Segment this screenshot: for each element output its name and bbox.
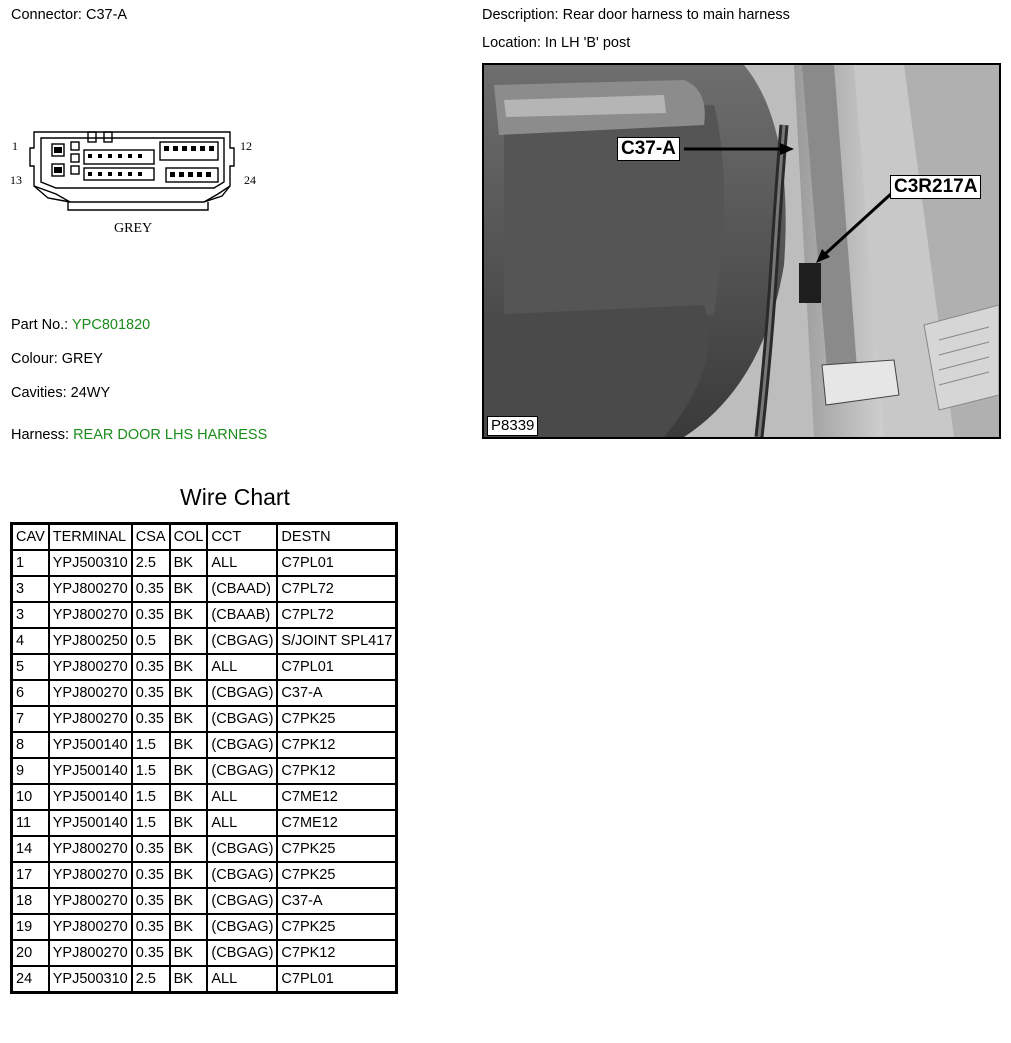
table-cell: 19 bbox=[12, 914, 49, 940]
table-row bbox=[12, 810, 397, 836]
description-label: Description: bbox=[482, 7, 559, 23]
table-cell: YPJ800270 bbox=[49, 654, 132, 680]
table-cell: C7PK25 bbox=[277, 706, 396, 732]
harness-link[interactable]: REAR DOOR LHS HARNESS bbox=[73, 427, 268, 443]
part-no-label: Part No.: bbox=[11, 317, 69, 333]
table-cell: 1.5 bbox=[132, 784, 170, 810]
cavities-label: Cavities: bbox=[11, 385, 67, 401]
table-cell: YPJ500140 bbox=[49, 810, 132, 836]
table-cell: BK bbox=[170, 862, 208, 888]
table-cell: 0.35 bbox=[132, 888, 170, 914]
table-cell: YPJ800270 bbox=[49, 914, 132, 940]
table-cell: 2.5 bbox=[132, 966, 170, 993]
table-cell: YPJ500140 bbox=[49, 758, 132, 784]
table-cell: BK bbox=[170, 966, 208, 993]
connector-line bbox=[11, 7, 127, 23]
location-line bbox=[482, 35, 630, 51]
table-cell: C7PK12 bbox=[277, 940, 396, 966]
table-cell: BK bbox=[170, 654, 208, 680]
table-cell: 5 bbox=[12, 654, 49, 680]
description-line bbox=[482, 7, 790, 23]
table-cell: 0.35 bbox=[132, 940, 170, 966]
table-cell: C7PK25 bbox=[277, 836, 396, 862]
table-cell: YPJ500140 bbox=[49, 784, 132, 810]
table-row bbox=[12, 940, 397, 966]
table-cell: (CBGAG) bbox=[207, 758, 277, 784]
table-row bbox=[12, 888, 397, 914]
table-row bbox=[12, 966, 397, 993]
table-row bbox=[12, 654, 397, 680]
table-cell: BK bbox=[170, 940, 208, 966]
pin-13-label: 13 bbox=[10, 173, 22, 187]
table-cell: 0.35 bbox=[132, 654, 170, 680]
table-cell: 3 bbox=[12, 602, 49, 628]
part-no-line bbox=[11, 317, 150, 333]
pin-1-label: 1 bbox=[12, 139, 18, 153]
table-cell: S/JOINT SPL417 bbox=[277, 628, 396, 654]
table-cell: 0.35 bbox=[132, 862, 170, 888]
table-cell: (CBAAB) bbox=[207, 602, 277, 628]
table-cell: (CBAAD) bbox=[207, 576, 277, 602]
table-cell: (CBGAG) bbox=[207, 914, 277, 940]
table-cell: BK bbox=[170, 810, 208, 836]
table-cell: 2.5 bbox=[132, 550, 170, 576]
table-cell: BK bbox=[170, 836, 208, 862]
table-cell: BK bbox=[170, 576, 208, 602]
connector-value: C37-A bbox=[85, 7, 128, 23]
table-cell: 6 bbox=[12, 680, 49, 706]
part-no-link[interactable]: YPC801820 bbox=[72, 317, 151, 333]
table-row bbox=[12, 914, 397, 940]
table-cell: BK bbox=[170, 784, 208, 810]
table-row bbox=[12, 628, 397, 654]
table-cell: (CBGAG) bbox=[207, 680, 277, 706]
table-cell: BK bbox=[170, 706, 208, 732]
location-photo bbox=[482, 63, 1001, 439]
table-cell: YPJ800270 bbox=[49, 680, 132, 706]
table-cell: YPJ800270 bbox=[49, 706, 132, 732]
table-cell: (CBGAG) bbox=[207, 862, 277, 888]
table-cell: BK bbox=[170, 628, 208, 654]
table-cell: 3 bbox=[12, 576, 49, 602]
table-cell: YPJ800270 bbox=[49, 888, 132, 914]
column-header: CAV bbox=[12, 524, 49, 551]
table-cell: C7PK12 bbox=[277, 758, 396, 784]
table-cell: YPJ500310 bbox=[49, 550, 132, 576]
table-row bbox=[12, 576, 397, 602]
table-cell: BK bbox=[170, 914, 208, 940]
table-cell: ALL bbox=[207, 654, 277, 680]
table-cell: 1.5 bbox=[132, 758, 170, 784]
table-cell: C7PL01 bbox=[277, 966, 396, 993]
connector-label: Connector: bbox=[11, 7, 82, 23]
photo-reference: P8339 bbox=[487, 416, 538, 436]
colour-line bbox=[11, 351, 103, 367]
table-cell: 1.5 bbox=[132, 810, 170, 836]
table-cell: YPJ800270 bbox=[49, 576, 132, 602]
table-cell: (CBGAG) bbox=[207, 732, 277, 758]
table-cell: 8 bbox=[12, 732, 49, 758]
table-cell: C37-A bbox=[277, 888, 396, 914]
table-row bbox=[12, 602, 397, 628]
table-cell: YPJ800270 bbox=[49, 862, 132, 888]
table-row bbox=[12, 732, 397, 758]
table-cell: C7ME12 bbox=[277, 784, 396, 810]
table-row bbox=[12, 836, 397, 862]
table-cell: YPJ500140 bbox=[49, 732, 132, 758]
wire-chart-header-row bbox=[12, 524, 397, 551]
connector-face-diagram bbox=[8, 126, 278, 238]
harness-label: Harness: bbox=[11, 427, 70, 443]
table-cell: YPJ800250 bbox=[49, 628, 132, 654]
table-cell: 14 bbox=[12, 836, 49, 862]
table-cell: C7ME12 bbox=[277, 810, 396, 836]
table-cell: 0.5 bbox=[132, 628, 170, 654]
table-cell: 1.5 bbox=[132, 732, 170, 758]
cavities-value: 24WY bbox=[70, 385, 111, 401]
table-cell: ALL bbox=[207, 784, 277, 810]
location-value: In LH 'B' post bbox=[544, 35, 631, 51]
column-header: CSA bbox=[132, 524, 170, 551]
diagram-colour-label: GREY bbox=[114, 221, 153, 236]
column-header: CCT bbox=[207, 524, 277, 551]
colour-label: Colour: bbox=[11, 351, 58, 367]
table-cell: C7PL72 bbox=[277, 576, 396, 602]
table-cell: 11 bbox=[12, 810, 49, 836]
table-row bbox=[12, 758, 397, 784]
table-cell: ALL bbox=[207, 550, 277, 576]
table-cell: 1 bbox=[12, 550, 49, 576]
table-cell: C7PL72 bbox=[277, 602, 396, 628]
table-row bbox=[12, 862, 397, 888]
table-row bbox=[12, 784, 397, 810]
table-cell: BK bbox=[170, 602, 208, 628]
table-cell: BK bbox=[170, 888, 208, 914]
table-cell: BK bbox=[170, 680, 208, 706]
table-cell: BK bbox=[170, 732, 208, 758]
cavities-line bbox=[11, 385, 110, 401]
table-cell: C37-A bbox=[277, 680, 396, 706]
table-cell: 0.35 bbox=[132, 706, 170, 732]
table-cell: 0.35 bbox=[132, 680, 170, 706]
callout-c37-a: C37-A bbox=[617, 137, 680, 161]
table-cell: C7PL01 bbox=[277, 550, 396, 576]
table-cell: C7PK25 bbox=[277, 914, 396, 940]
wire-chart-title: Wire Chart bbox=[180, 484, 290, 510]
wire-chart-table bbox=[10, 522, 398, 994]
colour-value: GREY bbox=[61, 351, 103, 367]
table-cell: YPJ800270 bbox=[49, 602, 132, 628]
table-cell: 4 bbox=[12, 628, 49, 654]
table-cell: ALL bbox=[207, 810, 277, 836]
column-header: COL bbox=[170, 524, 208, 551]
table-cell: 0.35 bbox=[132, 576, 170, 602]
column-header: TERMINAL bbox=[49, 524, 132, 551]
table-cell: 18 bbox=[12, 888, 49, 914]
table-row bbox=[12, 550, 397, 576]
table-cell: 7 bbox=[12, 706, 49, 732]
location-label: Location: bbox=[482, 35, 541, 51]
column-header: DESTN bbox=[277, 524, 396, 551]
table-cell: YPJ800270 bbox=[49, 836, 132, 862]
table-row bbox=[12, 706, 397, 732]
table-cell: ALL bbox=[207, 966, 277, 993]
table-cell: (CBGAG) bbox=[207, 940, 277, 966]
table-cell: 0.35 bbox=[132, 914, 170, 940]
table-cell: (CBGAG) bbox=[207, 836, 277, 862]
table-cell: YPJ800270 bbox=[49, 940, 132, 966]
table-cell: 20 bbox=[12, 940, 49, 966]
wire-chart-body bbox=[12, 550, 397, 993]
table-row bbox=[12, 680, 397, 706]
table-cell: 17 bbox=[12, 862, 49, 888]
table-cell: (CBGAG) bbox=[207, 628, 277, 654]
table-cell: C7PK12 bbox=[277, 732, 396, 758]
table-cell: 9 bbox=[12, 758, 49, 784]
pin-12-label: 12 bbox=[240, 139, 252, 153]
table-cell: (CBGAG) bbox=[207, 888, 277, 914]
table-cell: C7PL01 bbox=[277, 654, 396, 680]
callout-c3r217a: C3R217A bbox=[890, 175, 981, 199]
table-cell: 24 bbox=[12, 966, 49, 993]
harness-line bbox=[11, 427, 267, 443]
table-cell: BK bbox=[170, 550, 208, 576]
table-cell: 0.35 bbox=[132, 836, 170, 862]
table-cell: YPJ500310 bbox=[49, 966, 132, 993]
table-cell: 0.35 bbox=[132, 602, 170, 628]
pin-24-label: 24 bbox=[244, 173, 256, 187]
table-cell: BK bbox=[170, 758, 208, 784]
table-cell: (CBGAG) bbox=[207, 706, 277, 732]
table-cell: 10 bbox=[12, 784, 49, 810]
description-value: Rear door harness to main harness bbox=[562, 7, 790, 23]
table-cell: C7PK25 bbox=[277, 862, 396, 888]
